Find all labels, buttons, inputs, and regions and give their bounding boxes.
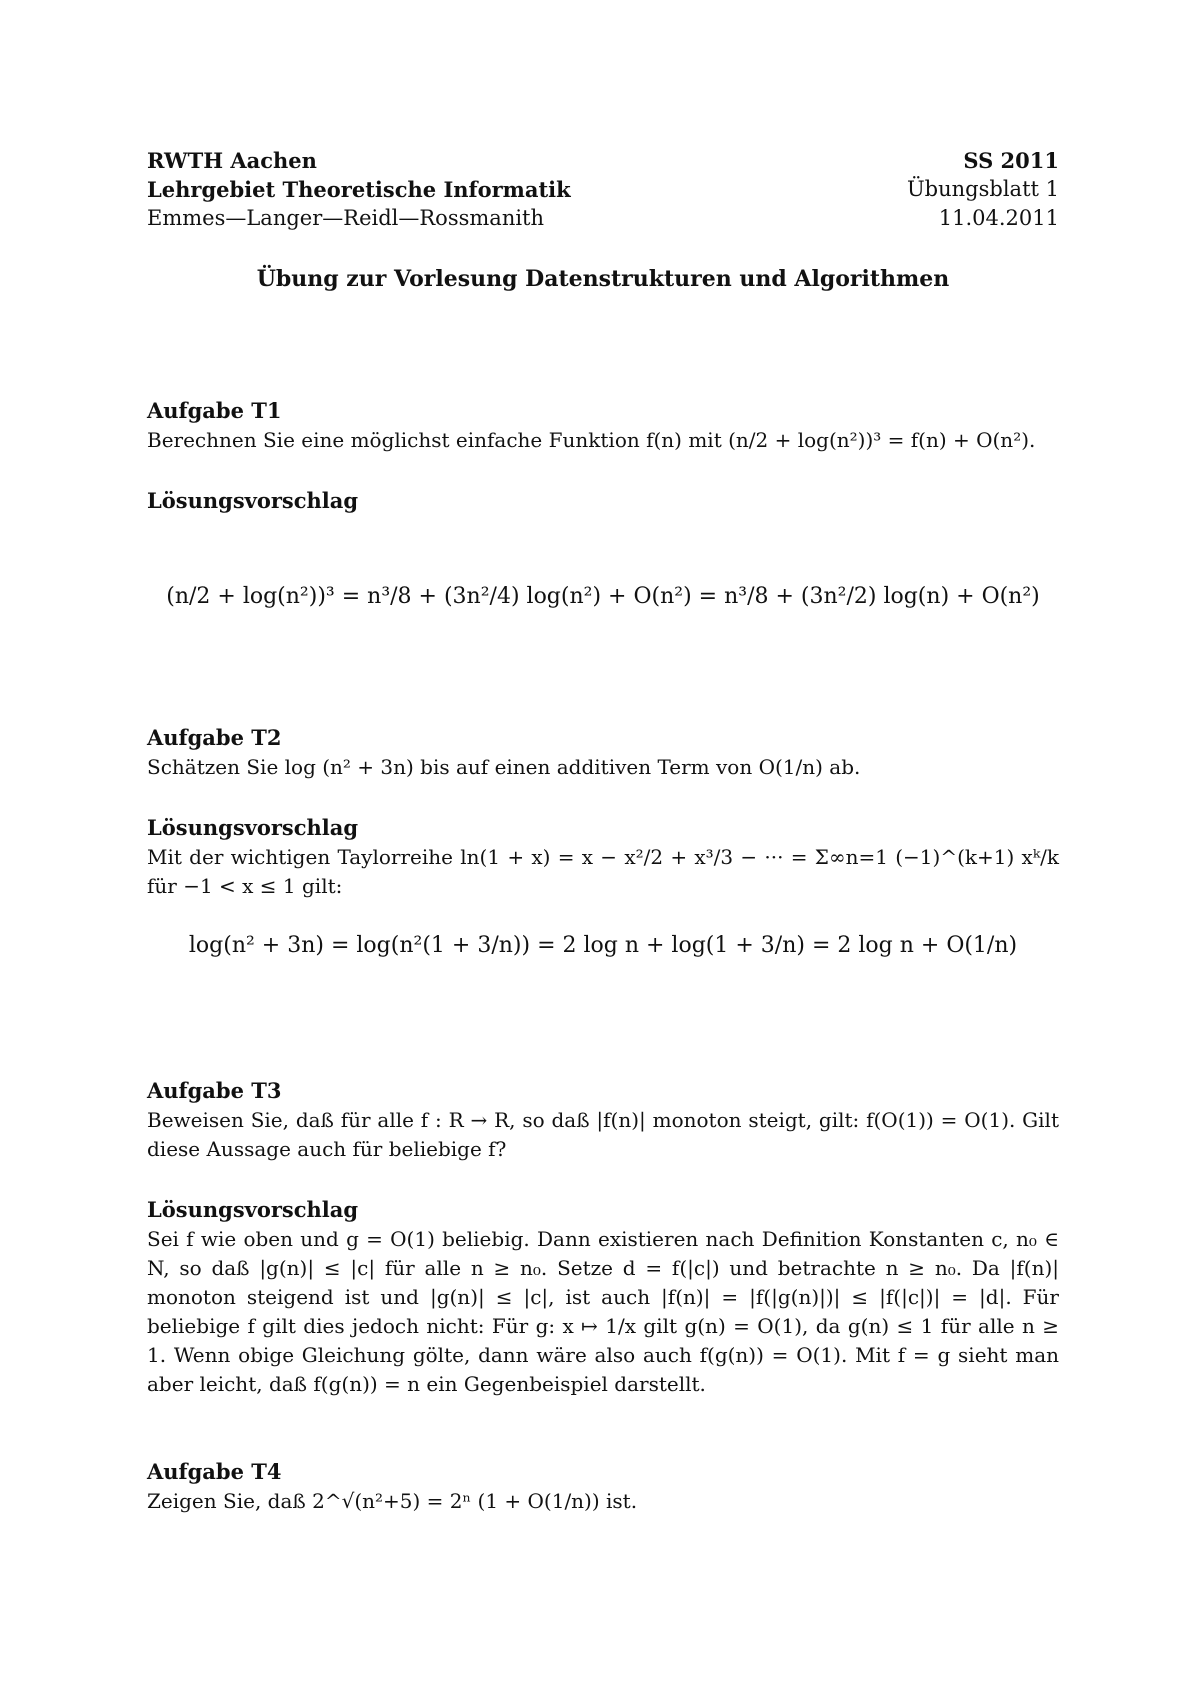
- task-heading: Aufgabe T1: [147, 398, 282, 423]
- solution-heading: Lösungsvorschlag: [147, 815, 359, 840]
- solution-heading: Lösungsvorschlag: [147, 488, 359, 513]
- task-t1: [147, 396, 1059, 609]
- task-text: Beweisen Sie, daß für alle f : R → R, so daß |f(n)| monoton steigt, gilt: f(O(1)) = O(1). Gilt diese Aussage auch für beliebige f?: [147, 1108, 1059, 1161]
- solution-equation: log(n² + 3n) = log(n²(1 + 3/n)) = 2 log n + log(1 + 3/n) = 2 log n + O(1/n): [188, 933, 1018, 958]
- task-t3: [147, 1076, 1059, 1399]
- department-name: Lehrgebiet Theoretische Informatik: [147, 177, 571, 202]
- solution-heading: Lösungsvorschlag: [147, 1197, 359, 1222]
- sheet-number: Übungsblatt 1: [906, 177, 1059, 201]
- task-text: Zeigen Sie, daß 2^√(n²+5) = 2ⁿ (1 + O(1/n)) ist.: [147, 1489, 638, 1513]
- semester-label: SS 2011: [963, 148, 1059, 173]
- task-text: Berechnen Sie eine möglichst einfache Funktion f(n) mit (n/2 + log(n²))³ = f(n) + O(n²).: [147, 428, 1036, 452]
- header-row-1: [147, 146, 1059, 175]
- header-row-2: [147, 175, 1059, 204]
- header-row-3: [147, 204, 1059, 233]
- task-heading: Aufgabe T4: [147, 1459, 282, 1484]
- solution-text: Sei f wie oben und g = O(1) beliebig. Dann existieren nach Definition Konstanten c, n₀ ∈ N, so daß |g(n)| ≤ |c| für alle n ≥ n₀. Setze d = f(|c|) und betrachte n ≥ n₀. Da |f(n)| monoton steigend ist und |g(n)| ≤ |c|, ist auch |f(n)| = |f(|g(n)|)| ≤ |f(|c|)| = |d|. Für beliebige f gilt dies jedoch nicht: Für g: x ↦ 1/x gilt g(n) = O(1), da g(n) ≤ 1 für alle n ≥ 1. Wenn obige Gleichung gölte, dann wäre also auch f(g(n)) = O(1). Mit f = g sieht man aber leicht, daß f(g(n)) = n ein Gegenbeispiel darstellt.: [147, 1227, 1059, 1396]
- document-title: Übung zur Vorlesung Datenstrukturen und Algorithmen: [256, 266, 950, 292]
- task-text: Schätzen Sie log (n² + 3n) bis auf einen additiven Term von O(1/n) ab.: [147, 755, 861, 779]
- solution-text: Mit der wichtigen Taylorreihe ln(1 + x) = x − x²/2 + x³/3 − ··· = Σ∞n=1 (−1)^(k+1) xᵏ/k für −1 < x ≤ 1 gilt:: [147, 845, 1059, 898]
- solution-equation: (n/2 + log(n²))³ = n³/8 + (3n²/4) log(n²) + O(n²) = n³/8 + (3n²/2) log(n) + O(n²): [166, 584, 1040, 609]
- authors-list: Emmes—Langer—Reidl—Rossmanith: [147, 206, 545, 230]
- document-page: [147, 146, 1059, 1513]
- task-heading: Aufgabe T3: [147, 1078, 282, 1103]
- task-heading: Aufgabe T2: [147, 725, 282, 750]
- university-name: RWTH Aachen: [147, 148, 317, 173]
- task-t4: [147, 1457, 1059, 1516]
- sheet-date: 11.04.2011: [938, 206, 1059, 230]
- task-t2: [147, 723, 1059, 958]
